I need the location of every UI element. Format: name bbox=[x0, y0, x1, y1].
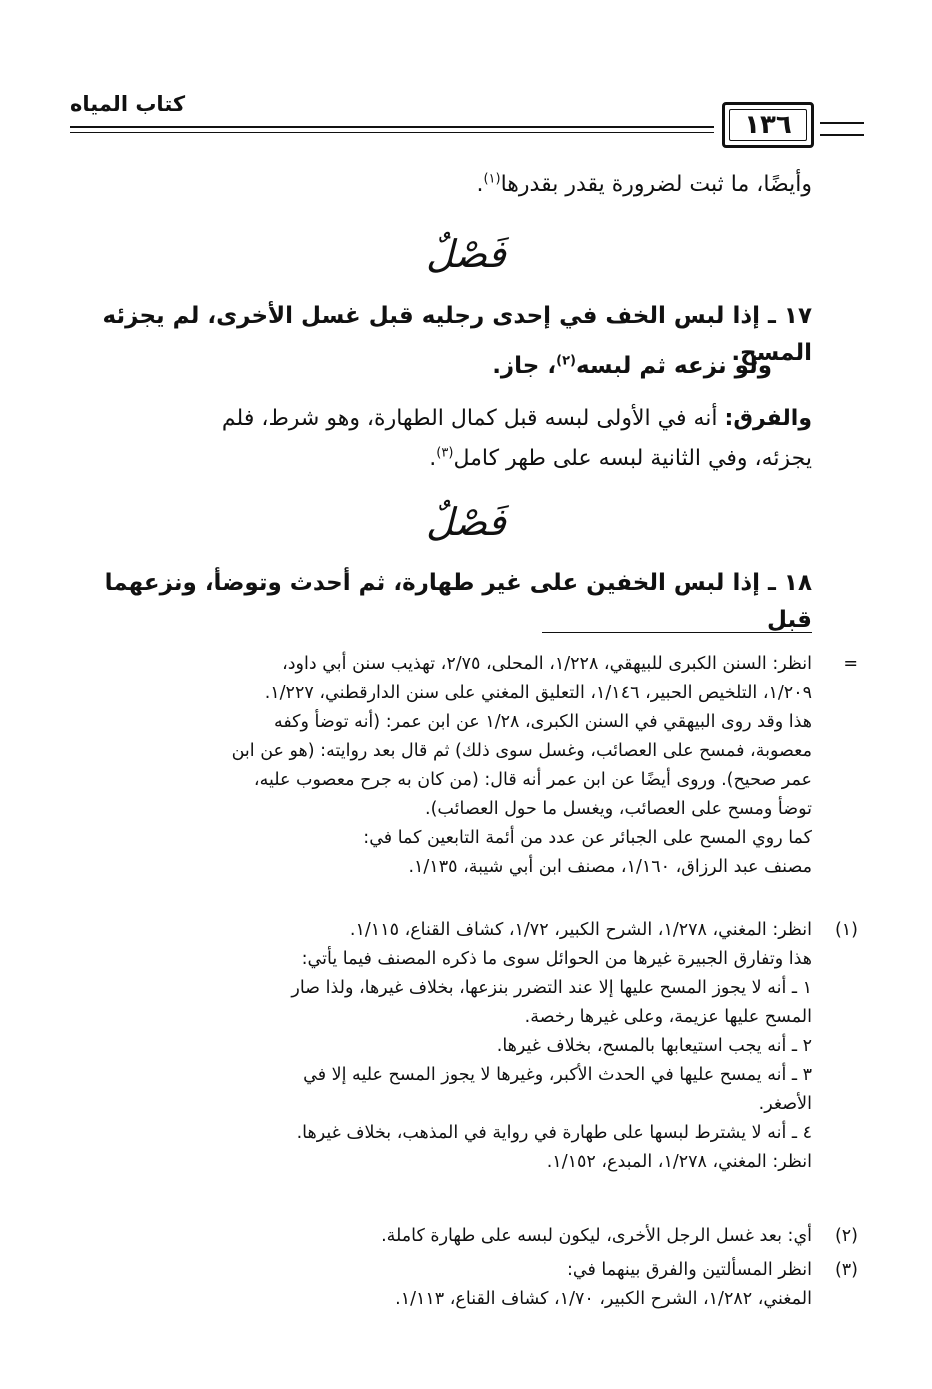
farq-line2 bbox=[75, 440, 812, 477]
body-text: وأيضًا، ما ثبت لضرورة يقدر بقدرها bbox=[500, 172, 812, 197]
footnote-line: المغني، ١/٢٨٢، الشرح الكبير، ١/٧٠، كشاف القناع، ١/١١٣. bbox=[395, 1289, 812, 1309]
page-header bbox=[70, 88, 814, 158]
footnote-line: هذا وقد روى البيهقي في السنن الكبرى، ١/٢٨ عن ابن عمر: (أنه توضأ وكفه bbox=[273, 712, 812, 732]
footnote-line: مصنف عبد الرزاق، ١/١٦٠، مصنف ابن أبي شيبة، ١/١٣٥. bbox=[408, 857, 812, 877]
body-line bbox=[75, 166, 812, 203]
issue-number: ١٧ ـ bbox=[768, 303, 812, 329]
farq-text: . bbox=[429, 446, 437, 471]
footnote-3 bbox=[75, 1256, 858, 1314]
footnote-line: أي: بعد غسل الرجل الأخرى، ليكون لبسه على طهارة كاملة. bbox=[381, 1226, 812, 1246]
footnote-line: ٢ ـ أنه يجب استيعابها بالمسح، بخلاف غيرها. bbox=[496, 1036, 812, 1056]
footnote-number: (٢) bbox=[834, 1226, 858, 1246]
footnote-line: كما روي المسح على الجبائر عن عدد من أئمة التابعين كما في: bbox=[363, 828, 812, 848]
footnote-continuation bbox=[75, 650, 858, 882]
footnote-line: هذا وتفارق الجبيرة غيرها من الحوائل سوى ما ذكره المصنف فيما يأتي: bbox=[301, 949, 812, 969]
footnote-2 bbox=[75, 1222, 858, 1251]
footnote-ref: (٢) bbox=[556, 353, 576, 369]
section-heading-fasl: فَصْلٌ bbox=[426, 500, 506, 544]
farq-label: والفرق: bbox=[724, 406, 812, 431]
footnote-line: توضأ ومسح على العصائب، ويغسل ما حول العصائب). bbox=[425, 799, 812, 819]
footnote-line: ٤ ـ أنه لا يشترط لبسها على طهارة في رواية في المذهب، بخلاف غيرها. bbox=[296, 1123, 812, 1143]
footnote-line: الأصغر. bbox=[758, 1094, 812, 1114]
farq-text: أنه في الأولى لبسه قبل كمال الطهارة، وهو شرط، فلم bbox=[221, 406, 718, 431]
issue-text: ، جاز. bbox=[492, 353, 557, 379]
footnote-1 bbox=[75, 916, 858, 1177]
issue-text: إذا لبس الخفين على غير طهارة، ثم أحدث وتوضأ، ونزعهما قبل bbox=[104, 570, 812, 633]
footnote-line: عمر صحيح). وروى أيضًا عن ابن عمر أنه قال: (من كان به جرح معصوب عليه، bbox=[253, 770, 812, 790]
issue-text: إذا لبس الخف في إحدى رجليه قبل غسل الأخرى، لم يجزئه المسح. bbox=[102, 303, 812, 366]
footnote-number: (١) bbox=[834, 920, 858, 940]
footnote-line: انظر: المغني، ١/٢٧٨، الشرح الكبير، ١/٧٢، كشاف القناع، ١/١١٥. bbox=[349, 920, 812, 940]
header-ornament bbox=[820, 122, 864, 136]
continuation-marker: = bbox=[843, 654, 858, 674]
footnote-line: ٣ ـ أنه يمسح عليها في الحدث الأكبر، وغيرها لا يجوز المسح عليه إلا في bbox=[303, 1065, 812, 1085]
page-number: ١٣٦ bbox=[722, 102, 814, 148]
footnote-line: انظر المسألتين والفرق بينهما في: bbox=[567, 1260, 812, 1280]
footnote-line: ١ ـ أنه لا يجوز المسح عليها إلا عند التضرر بنزعها، بخلاف غيرها، ولذا صار bbox=[291, 978, 812, 998]
footnote-line: انظر: السنن الكبرى للبيهقي، ١/٢٢٨، المحلى، ٢/٧٥، تهذيب سنن أبي داود، bbox=[282, 654, 812, 674]
issue-text: ولو نزعه ثم لبسه bbox=[575, 353, 772, 379]
footnote-number: (٣) bbox=[834, 1260, 858, 1280]
body-text: . bbox=[476, 172, 484, 197]
farq-line1 bbox=[75, 400, 812, 437]
header-rule bbox=[70, 126, 714, 128]
issue-17-line2 bbox=[75, 348, 772, 385]
book-title: كتاب المياه bbox=[70, 92, 186, 116]
footnote-ref: (٣) bbox=[436, 445, 454, 461]
issue-number: ١٨ ـ bbox=[768, 570, 812, 596]
issue-18 bbox=[75, 565, 812, 639]
footnote-line: المسح عليها عزيمة، وعلى غيرها رخصة. bbox=[524, 1007, 812, 1027]
footnote-ref: (١) bbox=[483, 171, 501, 187]
footnote-line: انظر: المغني، ١/٢٧٨، المبدع، ١/١٥٢. bbox=[546, 1152, 812, 1172]
section-heading-fasl: فَصْلٌ bbox=[426, 232, 506, 276]
header-rule-thin bbox=[70, 132, 714, 133]
footnote-line: ١/٢٠٩، التلخيص الحبير، ١/١٤٦، التعليق المغني على سنن الدارقطني، ١/٢٢٧. bbox=[264, 683, 812, 703]
footnote-separator bbox=[542, 632, 812, 633]
farq-text: يجزئه، وفي الثانية لبسه على طهر كامل bbox=[453, 446, 812, 471]
footnote-line: معصوبة، فمسح على العصائب، وغسل سوى ذلك) ثم قال بعد روايته: (هو عن ابن bbox=[231, 741, 812, 761]
